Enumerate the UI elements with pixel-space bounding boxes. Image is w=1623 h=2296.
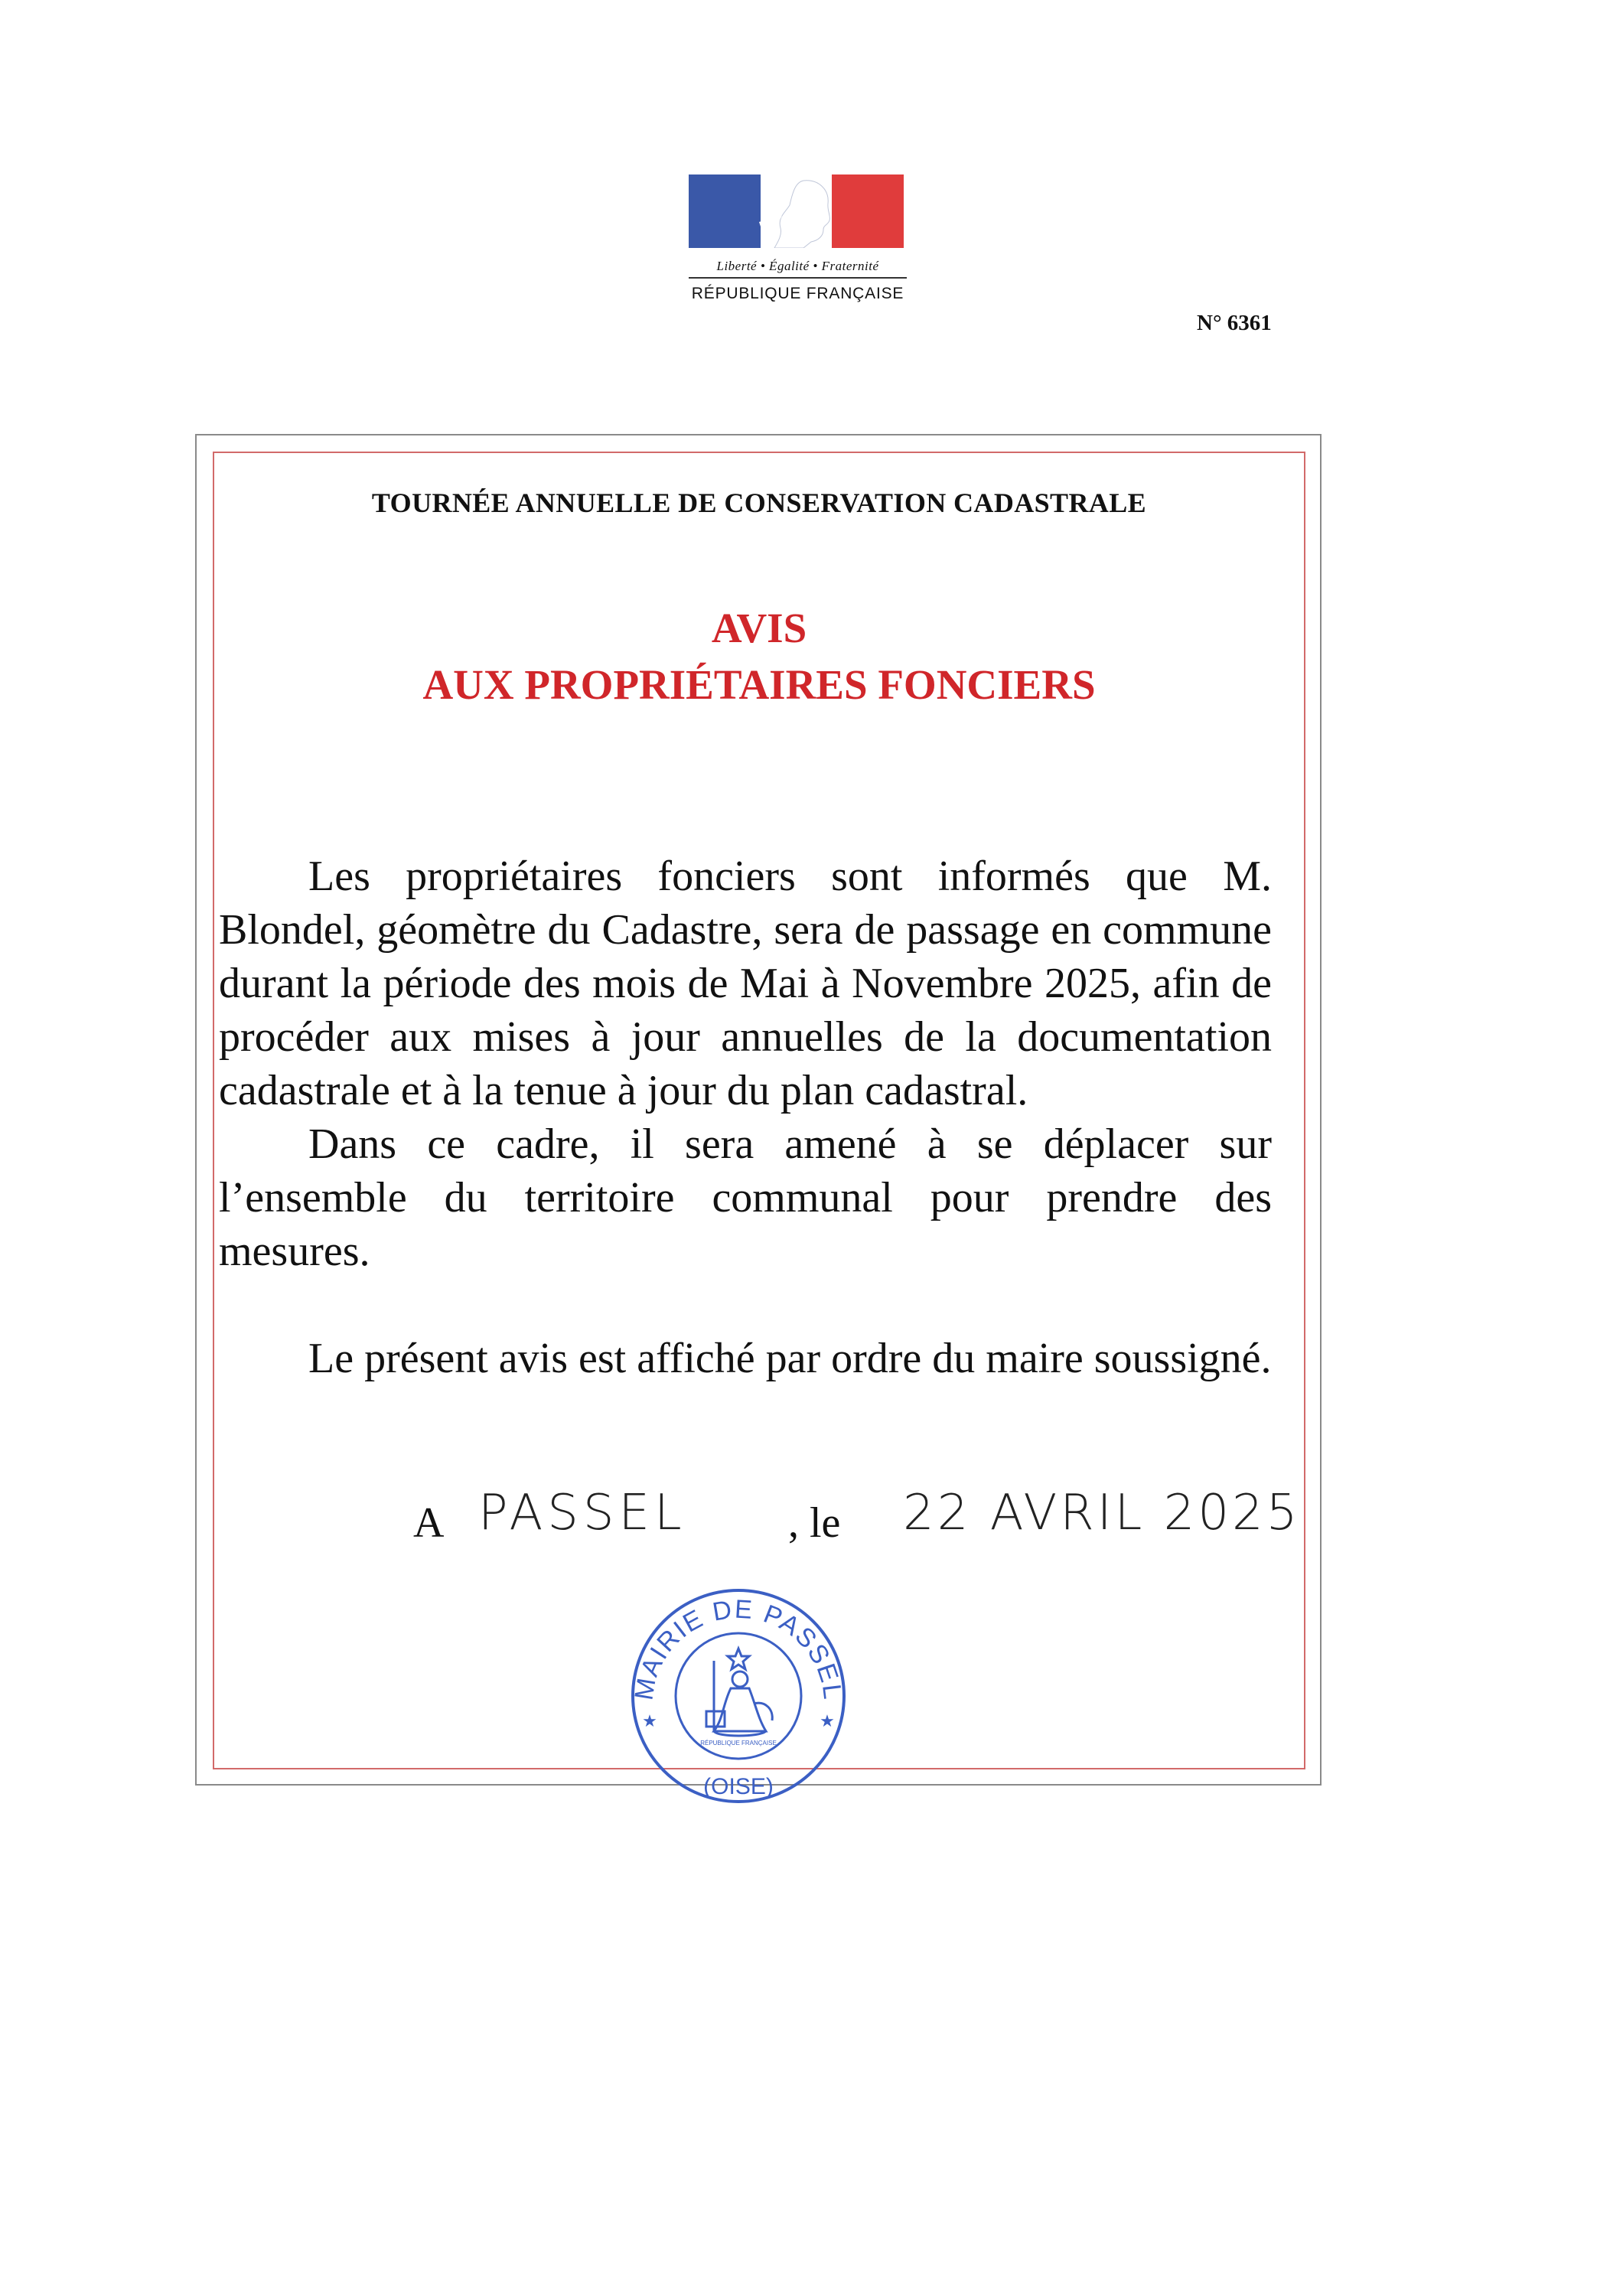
town-hall-stamp — [616, 1581, 861, 1811]
notice-heading: TOURNÉE ANNUELLE DE CONSERVATION CADASTRALE — [371, 488, 1147, 518]
republic-name: RÉPUBLIQUE FRANÇAISE — [691, 285, 904, 302]
notice-subtitle: AUX PROPRIÉTAIRES FONCIERS — [422, 661, 1096, 708]
paragraph-announcement: Les propriétaires fonciers sont informés que M. Blondel, géomètre du Cadastre, sera de passage en commune durant la période des mois de Mai à Novembre 2025, afin de procéder aux mises à jour annuelles de la documentation cadastrale et à la tenue à jour du plan cadastral. — [219, 853, 1272, 1114]
marianne-flag-icon — [689, 174, 904, 248]
notice-body — [219, 850, 1272, 1385]
handwritten-date: 22 AVRIL 2025 — [903, 1485, 1301, 1541]
stamp-bottom-text: (OISE) — [703, 1774, 774, 1799]
document-number: N° 6361 — [1197, 311, 1272, 335]
republic-motto: Liberté • Égalité • Fraternité — [689, 259, 907, 279]
notice-title: AVIS — [711, 605, 807, 651]
handwritten-place: PASSEL — [478, 1485, 686, 1541]
paragraph-posting-order: Le présent avis est affiché par ordre du maire soussigné. — [308, 1335, 1272, 1382]
marianne-logo — [689, 174, 907, 303]
stamp-top-text: MAIRIE DE PASSEL — [629, 1594, 848, 1703]
stamp-small-text: RÉPUBLIQUE FRANÇAISE — [700, 1740, 777, 1746]
date-prefix: , le — [788, 1499, 841, 1547]
stamp-star-icon: ★ — [642, 1711, 657, 1730]
stamp-star-icon: ★ — [820, 1711, 835, 1730]
place-prefix: A — [413, 1499, 445, 1547]
paragraph-measurements: Dans ce cadre, il sera amené à se déplacer sur l’ensemble du territoire communal pour prendre des mesures. — [219, 1120, 1272, 1275]
seal-figure-icon — [706, 1649, 772, 1736]
